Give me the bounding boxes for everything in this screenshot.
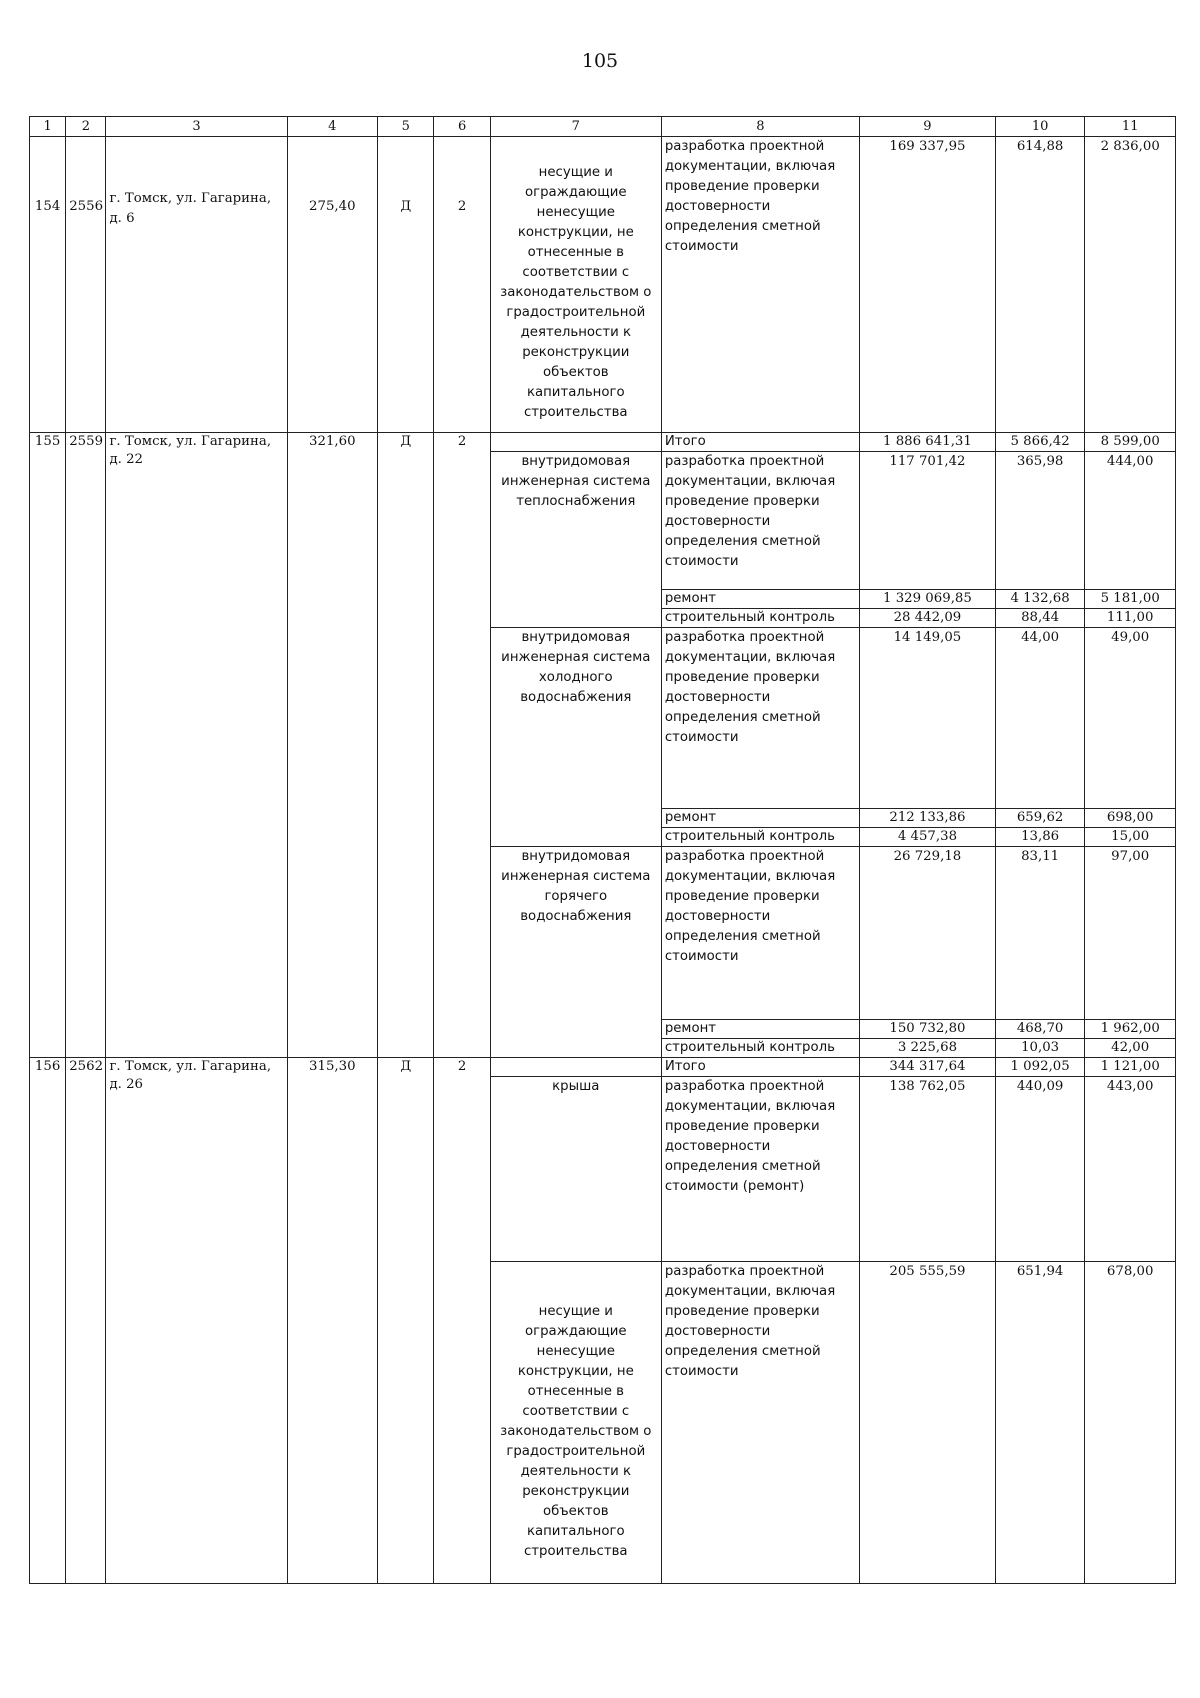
object-code: 2556 <box>66 137 106 433</box>
work-type: ремонт <box>661 590 859 609</box>
limit-value: 2 836,00 <box>1085 137 1176 433</box>
cost-value: 117 701,42 <box>860 452 996 590</box>
limit-value: 698,00 <box>1085 809 1176 828</box>
column-header: 11 <box>1085 117 1176 137</box>
total-limit: 1 121,00 <box>1085 1058 1176 1077</box>
work-type: разработка проектной документации, включая проведение проверки достоверности определения сметной стоимости <box>661 1262 859 1584</box>
component-name: несущие и ограждающие ненесущие конструкции, не отнесенные в соответствии с законодательством о градостроительной деятельности к реконструкции объектов капитального строительства <box>490 137 661 433</box>
total-row <box>30 433 1176 452</box>
unit-cost-value: 468,70 <box>995 1020 1085 1039</box>
total-unit-cost: 5 866,42 <box>995 433 1085 452</box>
row-number: 156 <box>30 1058 66 1584</box>
component-name: несущие и ограждающие ненесущие конструкции, не отнесенные в соответствии с законодательством о градостроительной деятельности к реконструкции объектов капитального строительства <box>490 1262 661 1584</box>
cost-value: 205 555,59 <box>860 1262 996 1584</box>
column-header: 5 <box>378 117 434 137</box>
cost-value: 1 329 069,85 <box>860 590 996 609</box>
unit-cost-value: 440,09 <box>995 1077 1085 1262</box>
work-type: разработка проектной документации, включая проведение проверки достоверности определения сметной стоимости <box>661 628 859 809</box>
total-label: Итого <box>661 1058 859 1077</box>
empty-cell <box>490 433 661 452</box>
cost-value: 26 729,18 <box>860 847 996 1020</box>
unit-cost-value: 83,11 <box>995 847 1085 1020</box>
component-name: внутридомовая инженерная система горячего водоснабжения <box>490 847 661 1058</box>
column-number-row <box>30 117 1176 137</box>
capital-repair-table <box>29 116 1176 1584</box>
cost-value: 150 732,80 <box>860 1020 996 1039</box>
column-header: 3 <box>106 117 287 137</box>
cost-value: 14 149,05 <box>860 628 996 809</box>
empty-cell <box>490 1058 661 1077</box>
unit-cost-value: 88,44 <box>995 609 1085 628</box>
limit-value: 49,00 <box>1085 628 1176 809</box>
limit-value: 97,00 <box>1085 847 1176 1020</box>
column-header: 2 <box>66 117 106 137</box>
cost-value: 4 457,38 <box>860 828 996 847</box>
address: г. Томск, ул. Гагарина, д. 6 <box>106 137 287 433</box>
column-header: 9 <box>860 117 996 137</box>
limit-value: 443,00 <box>1085 1077 1176 1262</box>
work-type: разработка проектной документации, включая проведение проверки достоверности определения сметной стоимости <box>661 847 859 1020</box>
object-code: 2562 <box>66 1058 106 1584</box>
total-unit-cost: 1 092,05 <box>995 1058 1085 1077</box>
area: 315,30 <box>287 1058 378 1584</box>
cost-value: 3 225,68 <box>860 1039 996 1058</box>
limit-value: 111,00 <box>1085 609 1176 628</box>
row-number: 154 <box>30 137 66 433</box>
unit-cost-value: 10,03 <box>995 1039 1085 1058</box>
column-6-value: 2 <box>434 433 490 1058</box>
column-6-value: 2 <box>434 1058 490 1584</box>
work-type: строительный контроль <box>661 609 859 628</box>
address: г. Томск, ул. Гагарина, д. 26 <box>106 1058 287 1584</box>
cost-value: 28 442,09 <box>860 609 996 628</box>
column-header: 1 <box>30 117 66 137</box>
building-type: Д <box>378 433 434 1058</box>
unit-cost-value: 4 132,68 <box>995 590 1085 609</box>
unit-cost-value: 614,88 <box>995 137 1085 433</box>
area: 275,40 <box>287 137 378 433</box>
column-header: 7 <box>490 117 661 137</box>
row-number: 155 <box>30 433 66 1058</box>
column-header: 8 <box>661 117 859 137</box>
work-type: разработка проектной документации, включая проведение проверки достоверности определения сметной стоимости <box>661 452 859 590</box>
work-type: разработка проектной документации, включая проведение проверки достоверности определения сметной стоимости <box>661 137 859 433</box>
cost-value: 138 762,05 <box>860 1077 996 1262</box>
total-cost: 1 886 641,31 <box>860 433 996 452</box>
component-name: крыша <box>490 1077 661 1262</box>
unit-cost-value: 44,00 <box>995 628 1085 809</box>
cost-value: 169 337,95 <box>860 137 996 433</box>
unit-cost-value: 365,98 <box>995 452 1085 590</box>
area: 321,60 <box>287 433 378 1058</box>
unit-cost-value: 13,86 <box>995 828 1085 847</box>
unit-cost-value: 651,94 <box>995 1262 1085 1584</box>
column-header: 4 <box>287 117 378 137</box>
limit-value: 444,00 <box>1085 452 1176 590</box>
cost-value: 212 133,86 <box>860 809 996 828</box>
component-name: внутридомовая инженерная система теплоснабжения <box>490 452 661 628</box>
unit-cost-value: 659,62 <box>995 809 1085 828</box>
limit-value: 678,00 <box>1085 1262 1176 1584</box>
object-code: 2559 <box>66 433 106 1058</box>
work-type: строительный контроль <box>661 828 859 847</box>
building-type: Д <box>378 137 434 433</box>
column-6-value: 2 <box>434 137 490 433</box>
building-type: Д <box>378 1058 434 1584</box>
column-header: 6 <box>434 117 490 137</box>
limit-value: 1 962,00 <box>1085 1020 1176 1039</box>
component-name: внутридомовая инженерная система холодного водоснабжения <box>490 628 661 847</box>
address: г. Томск, ул. Гагарина, д. 22 <box>106 433 287 1058</box>
total-row <box>30 1058 1176 1077</box>
limit-value: 15,00 <box>1085 828 1176 847</box>
work-type: строительный контроль <box>661 1039 859 1058</box>
total-cost: 344 317,64 <box>860 1058 996 1077</box>
table-row <box>30 137 1176 433</box>
page-number: 105 <box>581 50 619 72</box>
work-type: разработка проектной документации, включая проведение проверки достоверности определения сметной стоимости (ремонт) <box>661 1077 859 1262</box>
total-label: Итого <box>661 433 859 452</box>
work-type: ремонт <box>661 809 859 828</box>
limit-value: 5 181,00 <box>1085 590 1176 609</box>
limit-value: 42,00 <box>1085 1039 1176 1058</box>
total-limit: 8 599,00 <box>1085 433 1176 452</box>
column-header: 10 <box>995 117 1085 137</box>
work-type: ремонт <box>661 1020 859 1039</box>
